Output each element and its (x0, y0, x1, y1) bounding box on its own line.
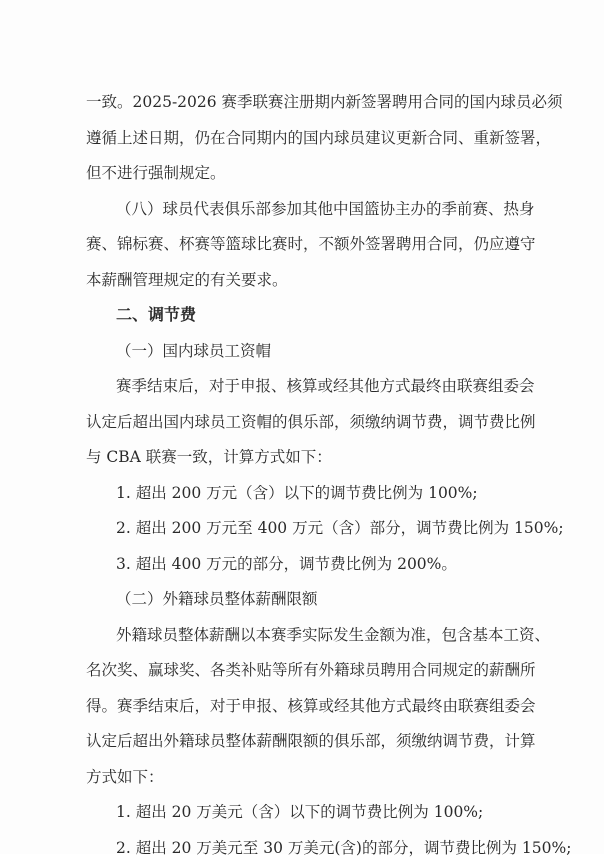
text-line: 名次奖、赢球奖、各类补贴等所有外籍球员聘用合同规定的薪酬所 (86, 661, 536, 679)
text-line: 认定后超出国内球员工资帽的俱乐部，须缴纳调节费，调节费比例 (86, 413, 536, 431)
section-heading: 二、调节费 (116, 305, 197, 324)
text-line: 本薪酬管理规定的有关要求。 (86, 271, 288, 289)
list-item: 2. 超出 200 万元至 400 万元（含）部分，调节费比例为 150%; (116, 519, 564, 537)
subsection-heading: （一）国内球员工资帽 (116, 342, 272, 360)
subsection-heading: （二）外籍球员整体薪酬限额 (116, 590, 318, 608)
text-line: 一致。2025-2026 赛季联赛注册期内新签署聘用合同的国内球员必须 (86, 93, 563, 111)
text-line: 得。赛季结束后，对于申报、核算或经其他方式最终由联赛组委会 (86, 697, 536, 715)
text-line: 赛季结束后，对于申报、核算或经其他方式最终由联赛组委会 (116, 377, 535, 395)
text-line: 但不进行强制规定。 (86, 164, 226, 182)
text-line: 赛、锦标赛、杯赛等篮球比赛时，不额外签署聘用合同，仍应遵守 (86, 235, 536, 253)
list-item: 2. 超出 20 万美元至 30 万美元(含)的部分，调节费比例为 150%; (116, 839, 572, 857)
text-line: （八）球员代表俱乐部参加其他中国篮协主办的季前赛、热身 (116, 200, 535, 218)
text-line: 遵循上述日期，仍在合同期内的国内球员建议更新合同、重新签署， (86, 129, 552, 147)
text-line: 认定后超出外籍球员整体薪酬限额的俱乐部，须缴纳调节费，计算 (86, 732, 536, 750)
text-line: 方式如下： (86, 768, 164, 786)
list-item: 1. 超出 200 万元（含）以下的调节费比例为 100%; (116, 484, 478, 502)
list-item: 1. 超出 20 万美元（含）以下的调节费比例为 100%; (116, 803, 484, 821)
text-line: 与 CBA 联赛一致，计算方式如下： (86, 448, 332, 466)
text-line: 外籍球员整体薪酬以本赛季实际发生金额为准，包含基本工资、 (116, 626, 551, 644)
list-item: 3. 超出 400 万元的部分，调节费比例为 200%。 (116, 555, 457, 573)
